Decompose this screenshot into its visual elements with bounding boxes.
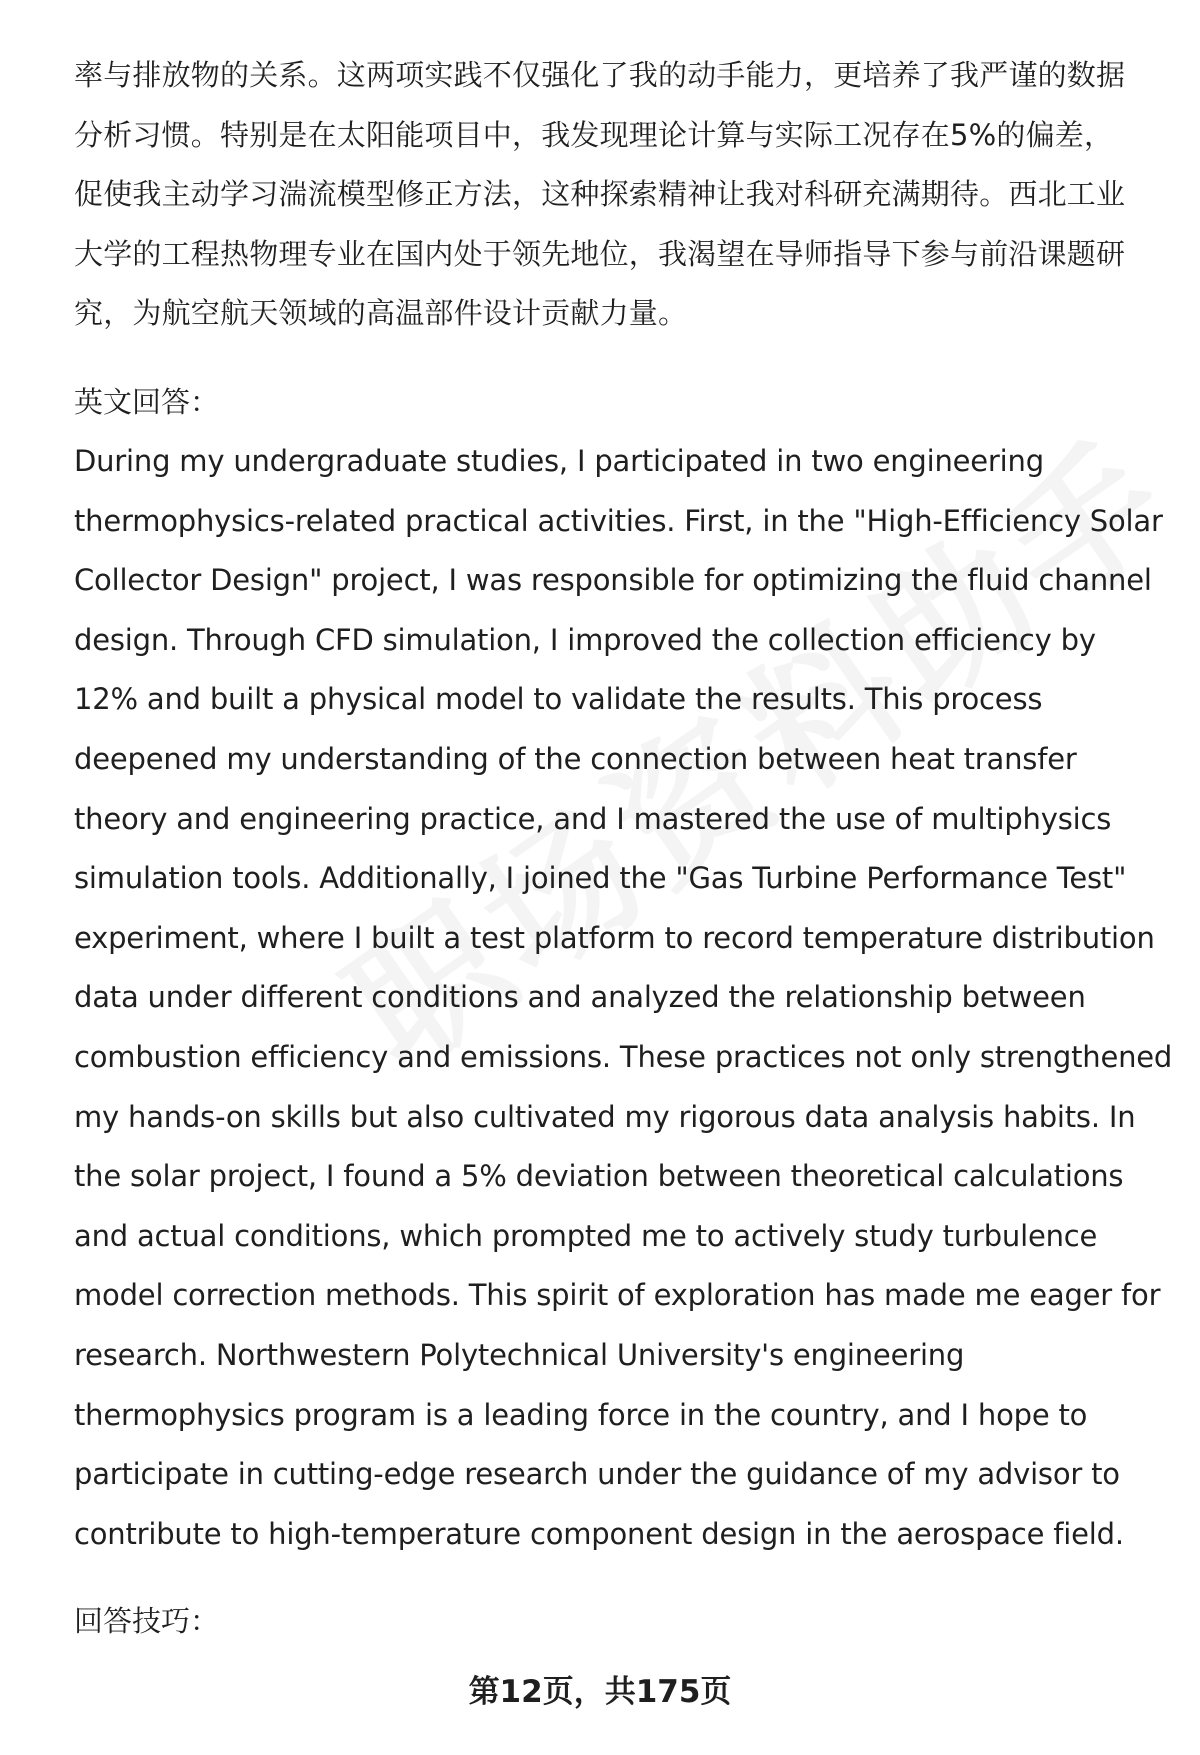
chinese-line: 促使我主动学习湍流模型修正方法，这种探索精神让我对科研充满期待。西北工业 [74, 177, 1126, 211]
english-line: combustion efficiency and emissions. These practices not only strengthened [74, 1039, 1173, 1074]
english-line: design. Through CFD simulation, I improved the collection efficiency by [74, 622, 1096, 657]
english-answer-heading: 英文回答： [74, 384, 220, 419]
content-area [74, 46, 1173, 1652]
english-line: experiment, where I built a test platform to record temperature distribution [74, 920, 1155, 955]
english-answer-paragraph [74, 432, 1173, 1564]
english-line: contribute to high-temperature component design in the aerospace field. [74, 1516, 1124, 1551]
english-line: data under different conditions and analyzed the relationship between [74, 980, 1086, 1015]
page-number: 第12页，共175页 [468, 1674, 732, 1710]
english-line: 12% and built a physical model to validate the results. This process [74, 682, 1043, 717]
chinese-answer-paragraph [74, 46, 1154, 344]
english-line: the solar project, I found a 5% deviation between theoretical calculations [74, 1159, 1124, 1194]
english-line: During my undergraduate studies, I participated in two engineering [74, 444, 1044, 478]
english-line: Collector Design" project, I was responsible for optimizing the fluid channel [74, 563, 1152, 598]
chinese-line: 究，为航空航天领域的高温部件设计贡献力量。 [74, 296, 688, 330]
english-line: deepened my understanding of the connection between heat transfer [74, 741, 1077, 776]
english-line: my hands-on skills but also cultivated my rigorous data analysis habits. In [74, 1099, 1136, 1134]
english-line: model correction methods. This spirit of exploration has made me eager for [74, 1278, 1161, 1313]
english-line: research. Northwestern Polytechnical University's engineering [74, 1337, 965, 1372]
chinese-line: 分析习惯。特别是在太阳能项目中，我发现理论计算与实际工况存在5%的偏差， [74, 117, 1114, 152]
chinese-line: 率与排放物的关系。这两项实践不仅强化了我的动手能力，更培养了我严谨的数据 [74, 58, 1126, 92]
english-line: thermophysics program is a leading force in the country, and I hope to [74, 1397, 1088, 1432]
english-line: thermophysics-related practical activities. First, in the "High-Efficiency Solar [74, 503, 1163, 538]
english-line: simulation tools. Additionally, I joined the "Gas Turbine Performance Test" [74, 861, 1127, 896]
chinese-line: 大学的工程热物理专业在国内处于领先地位，我渴望在导师指导下参与前沿课题研 [74, 236, 1126, 271]
tips-heading: 回答技巧： [74, 1604, 220, 1639]
english-line: participate in cutting-edge research under the guidance of my advisor to [74, 1457, 1120, 1492]
english-line: and actual conditions, which prompted me to actively study turbulence [74, 1218, 1098, 1253]
english-line: theory and engineering practice, and I mastered the use of multiphysics [74, 801, 1112, 836]
